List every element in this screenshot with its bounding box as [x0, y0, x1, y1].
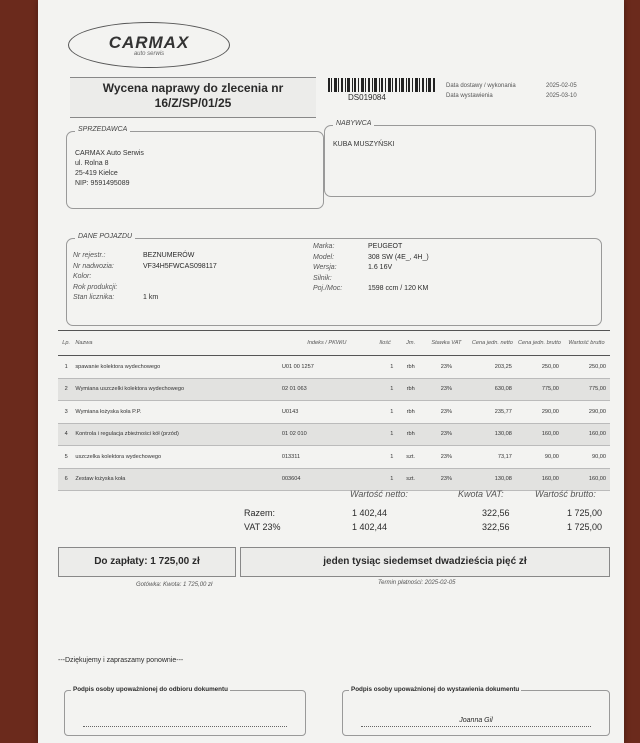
seller-line: NIP: 9591495089 — [75, 180, 130, 187]
cell-index: U0143 — [281, 401, 373, 424]
cell-lp: 5 — [58, 446, 74, 469]
vehicle-field-value: 1598 ccm / 120 KM — [368, 285, 429, 292]
seller-line: 25-419 Kielce — [75, 170, 118, 177]
cell-gross-price: 90,00 — [516, 446, 563, 469]
cell-net-price: 203,25 — [469, 356, 516, 379]
title-line-2: 16/Z/SP/01/25 — [154, 96, 232, 110]
vehicle-field-label: Kolor: — [73, 273, 92, 280]
col-header: Cena jedn. netto — [469, 331, 516, 356]
cell-unit: rbh — [397, 378, 424, 401]
vehicle-field-label: Silnik: — [313, 274, 332, 282]
cell-gross-value: 290,00 — [563, 401, 610, 424]
cell-index: 013311 — [281, 446, 373, 469]
summary-brutto: 1 725,00 — [567, 522, 603, 532]
col-header: Ilość — [373, 331, 398, 356]
col-header: Indeks / PKWiU — [281, 331, 373, 356]
cell-net-price: 73,17 — [469, 446, 516, 469]
cash-payment: Gotówka: Kwota: 1 725,00 zł — [136, 582, 213, 588]
cell-gross-value: 775,00 — [563, 378, 610, 401]
cell-lp: 6 — [58, 468, 74, 491]
cell-qty: 1 — [373, 468, 398, 491]
summary-header-netto: Wartość netto: — [350, 489, 408, 499]
cell-unit: szt. — [397, 468, 424, 491]
vehicle-field-label: Rok produkcji: — [73, 283, 118, 291]
table-row — [58, 423, 610, 446]
barcode-icon — [328, 78, 436, 92]
cell-vat: 23% — [424, 378, 469, 401]
col-header: Wartość brutto — [563, 331, 610, 356]
cell-net-price: 130,08 — [469, 468, 516, 491]
dates-block — [446, 81, 577, 101]
issuer-signature-label: Podpis osoby upoważnionej do wystawienia dokumentu — [351, 686, 520, 693]
summary-header-brutto: Wartość brutto: — [535, 489, 596, 499]
table-row — [58, 468, 610, 491]
cell-index: 01 02 010 — [281, 423, 373, 446]
cell-qty: 1 — [373, 401, 398, 424]
cell-gross-price: 160,00 — [516, 423, 563, 446]
vehicle-field-label: Wersja: — [313, 264, 337, 271]
cell-name: uszczelka kolektora wydechowego — [74, 446, 280, 469]
vehicle-field-label: Poj./Moc: — [313, 285, 343, 292]
issuer-name: Joanna Gil — [459, 717, 493, 724]
amount-to-pay: Do zapłaty: 1 725,00 zł — [58, 547, 236, 577]
seller-line: CARMAX Auto Serwis — [75, 150, 144, 157]
cell-lp: 2 — [58, 378, 74, 401]
table-header-row — [58, 331, 610, 356]
receiver-signature-label: Podpis osoby upoważnionej do odbioru dokumentu — [73, 686, 228, 693]
cell-gross-price: 160,00 — [516, 468, 563, 491]
cell-name: Zestaw łożyska koła — [74, 468, 280, 491]
cell-vat: 23% — [424, 423, 469, 446]
cell-net-price: 630,08 — [469, 378, 516, 401]
summary-netto: 1 402,44 — [352, 508, 388, 518]
delivery-date-label: Data dostawy / wykonania — [446, 83, 516, 89]
cell-unit: rbh — [397, 423, 424, 446]
vehicle-field-label: Nr nadwozia: — [73, 262, 114, 270]
cell-lp: 4 — [58, 423, 74, 446]
cell-lp: 1 — [58, 356, 74, 379]
cell-name: spawanie kolektora wydechowego — [74, 356, 280, 379]
title-line-1: Wycena naprawy do zlecenia nr — [102, 81, 284, 95]
company-logo — [68, 22, 230, 68]
table-row — [58, 446, 610, 469]
cell-name: Wymiana łożyska koła P.P. — [74, 401, 280, 424]
vehicle-field-value: PEUGEOT — [368, 243, 403, 250]
logo-subtitle: auto serwis — [133, 50, 165, 57]
logo-brand: CARMAX — [108, 32, 190, 52]
vehicle-field-value: 1.6 16V — [368, 264, 393, 271]
summary-row-label: VAT 23% — [244, 522, 281, 532]
cell-index: U01 00 1257 — [281, 356, 373, 379]
table-row — [58, 378, 610, 401]
seller-line: ul. Rolna 8 — [75, 160, 109, 167]
receiver-signature-box — [64, 686, 306, 736]
vehicle-field-value: 308 SW (4E_, 4H_) — [368, 253, 429, 261]
cell-qty: 1 — [373, 378, 398, 401]
delivery-date-value: 2025-02-05 — [546, 83, 577, 89]
cell-unit: szt. — [397, 446, 424, 469]
summary-netto: 1 402,44 — [352, 522, 388, 532]
cell-vat: 23% — [424, 468, 469, 491]
col-header: Jm. — [397, 331, 424, 356]
buyer-label: NABYWCA — [333, 120, 374, 127]
cell-gross-price: 775,00 — [516, 378, 563, 401]
cell-name: Kontrola i regulacja zbieżności kół (przód) — [74, 423, 280, 446]
summary-vat: 322,56 — [482, 508, 510, 518]
cell-net-price: 130,08 — [469, 423, 516, 446]
summary-row-label: Razem: — [244, 508, 276, 518]
cell-vat: 23% — [424, 446, 469, 469]
vehicle-field-label: Stan licznika: — [73, 294, 115, 301]
amount-in-words: jeden tysiąc siedemset dwadzieścia pięć zł — [240, 547, 610, 577]
signature-line — [83, 726, 287, 727]
issuer-signature-box — [342, 686, 610, 736]
cell-qty: 1 — [373, 356, 398, 379]
vehicle-field-label: Model: — [313, 253, 335, 261]
cell-gross-value: 160,00 — [563, 468, 610, 491]
summary-header-vat: Kwota VAT: — [458, 489, 504, 499]
cell-name: Wymiana uszczelki kolektora wydechowego — [74, 378, 280, 401]
cell-gross-price: 290,00 — [516, 401, 563, 424]
barcode-number: DS019084 — [348, 93, 386, 102]
vehicle-field-label: Nr rejestr.: — [73, 252, 106, 259]
vehicle-field-value: VF34H5FWCAS098117 — [143, 262, 217, 270]
cell-lp: 3 — [58, 401, 74, 424]
col-header: Nazwa — [74, 331, 280, 356]
cell-gross-value: 90,00 — [563, 446, 610, 469]
table-row — [58, 356, 610, 379]
table-row — [58, 401, 610, 424]
cell-gross-value: 160,00 — [563, 423, 610, 446]
seller-box — [66, 126, 324, 209]
issue-date-label: Data wystawienia — [446, 93, 493, 99]
cell-index: 02 01 063 — [281, 378, 373, 401]
vehicle-label: DANE POJAZDU — [75, 233, 135, 240]
cell-vat: 23% — [424, 401, 469, 424]
cell-gross-price: 250,00 — [516, 356, 563, 379]
thanks-note: ---Dziękujemy i zapraszamy ponownie--- — [58, 657, 184, 664]
summary-brutto: 1 725,00 — [567, 508, 603, 518]
items-table — [58, 330, 610, 491]
buyer-name: KUBA MUSZYŃSKI — [333, 141, 395, 148]
issue-date-value: 2025-03-10 — [546, 93, 577, 99]
cell-unit: rbh — [397, 401, 424, 424]
vehicle-field-value: 1 km — [143, 294, 159, 301]
summary-vat: 322,56 — [482, 522, 510, 532]
vehicle-field-label: Marka: — [313, 243, 335, 250]
cell-index: 003604 — [281, 468, 373, 491]
document-title — [70, 77, 316, 118]
document-sheet — [38, 0, 624, 743]
col-header: Lp. — [58, 331, 74, 356]
cell-qty: 1 — [373, 423, 398, 446]
cell-net-price: 235,77 — [469, 401, 516, 424]
signature-line — [361, 726, 591, 727]
buyer-box — [324, 120, 596, 197]
cell-qty: 1 — [373, 446, 398, 469]
cell-vat: 23% — [424, 356, 469, 379]
cell-gross-value: 250,00 — [563, 356, 610, 379]
cell-unit: rbh — [397, 356, 424, 379]
vehicle-box — [66, 233, 602, 326]
col-header: Cena jedn. brutto — [516, 331, 563, 356]
seller-label: SPRZEDAWCA — [75, 126, 130, 133]
col-header: Stawka VAT — [424, 331, 469, 356]
vehicle-field-value: BEZNUMERÓW — [143, 252, 195, 259]
payment-due: Termin płatności: 2025-02-05 — [378, 580, 456, 586]
